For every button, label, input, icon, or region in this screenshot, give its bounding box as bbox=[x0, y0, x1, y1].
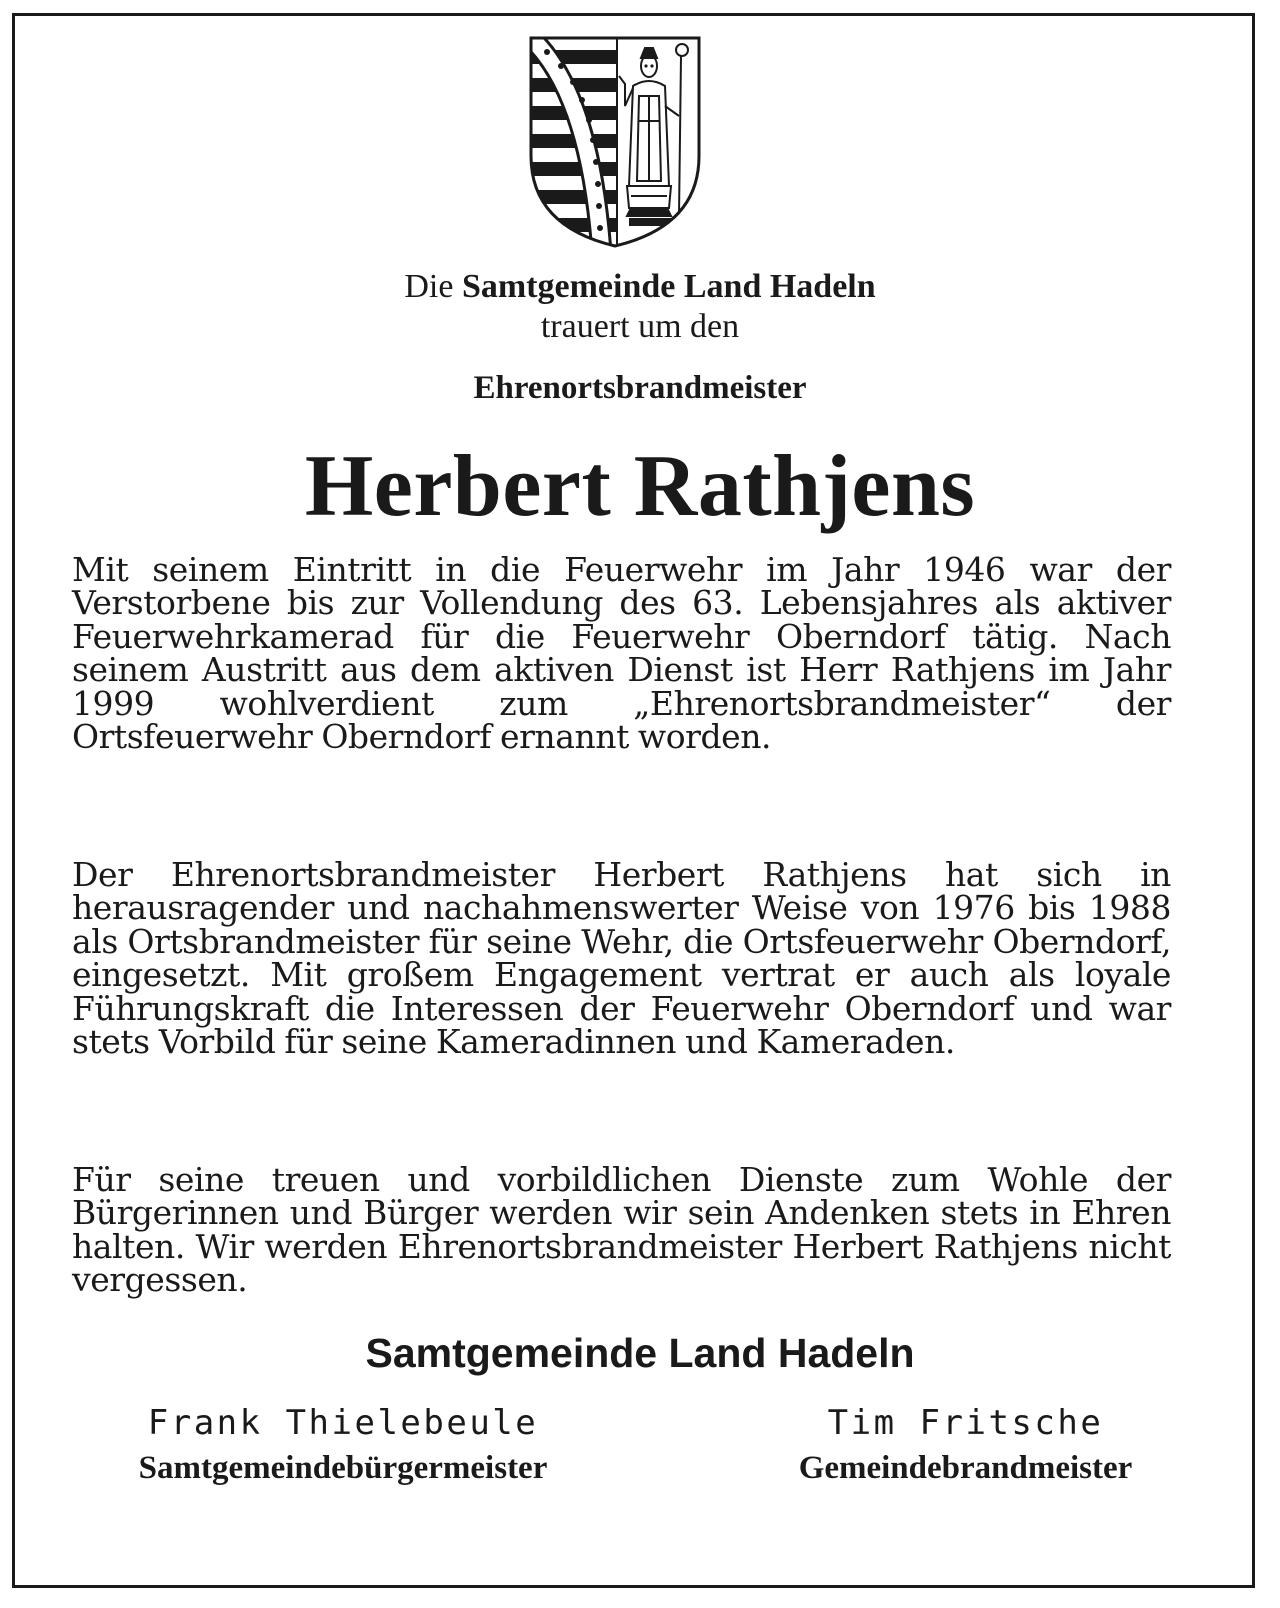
tribute-paragraph-3: Für seine treuen und vorbildlichen Dienste zum Wohle der Bürgerinnen und Bürger werden wir sein Andenken stets in Ehren halten. Wir werden Ehrenortsbrandmeister Herbert Rathjens nicht vergessen. bbox=[72, 1160, 1171, 1300]
signatory-name-1: Frank Thielebeule bbox=[147, 1403, 539, 1443]
signatory-name-2: Tim Fritsche bbox=[827, 1403, 1104, 1443]
signatory-role-1: Samtgemeindebürgermeister bbox=[138, 1450, 548, 1486]
honorary-rank: Ehrenortsbrandmeister bbox=[473, 370, 807, 406]
deceased-name: Herbert Rathjens bbox=[304, 438, 976, 535]
intro-prefix: Die bbox=[404, 268, 454, 305]
signatory-role-2: Gemeindebrandmeister bbox=[798, 1450, 1133, 1486]
intro-organization: Samtgemeinde Land Hadeln bbox=[461, 268, 876, 305]
mourning-phrase: trauert um den bbox=[540, 308, 740, 345]
coat-of-arms-icon bbox=[529, 36, 701, 248]
mourning-intro bbox=[0, 268, 1280, 306]
tribute-paragraph-1: Mit seinem Eintritt in die Feuerwehr im Jahr 1946 war der Verstorbene bis zur Vollendung des 63. Lebensjahres als aktiver Feuerwehrkamerad für die Feuerwehr Oberndorf tätig. Nach seinem Austritt aus dem aktiven Dienst ist Herr Rathjens im Jahr 1999 wohlverdient zum „Ehrenortsbrandmeister“ der Ortsfeuerwehr Oberndorf ernannt worden. bbox=[72, 550, 1171, 757]
signing-organization: Samtgemeinde Land Hadeln bbox=[365, 1330, 915, 1376]
tribute-paragraph-2: Der Ehrenortsbrandmeister Herbert Rathjens hat sich in herausragender und nachahmenswerter Weise von 1976 bis 1988 als Ortsbrandmeister für seine Wehr, die Ortsfeuerwehr Oberndorf, eingesetzt. Mit großem Engagement vertrat er auch als loyale Führungskraft die Interessen der Feuerwehr Oberndorf und war stets Vorbild für seine Kameradinnen und Kameraden. bbox=[72, 855, 1171, 1062]
